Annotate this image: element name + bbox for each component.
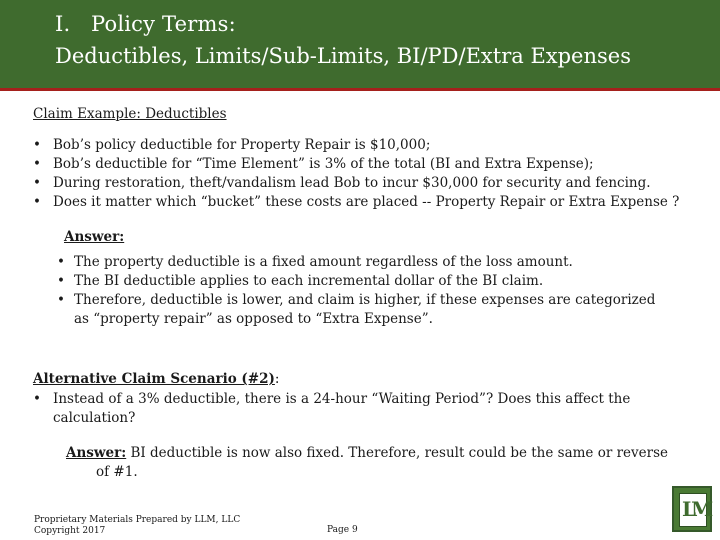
answer-2-text-cont: of #1. (96, 464, 138, 480)
logo-letters: LM (682, 497, 709, 521)
alternative-heading: Alternative Claim Scenario (#2) (33, 371, 275, 387)
footer-line-2: Copyright 2017 (34, 526, 106, 536)
alternative-bullet (33, 390, 630, 428)
list-item: • The BI deductible applies to each incremental dollar of the BI claim. (57, 273, 544, 289)
list-item-continuation: as “property repair” as opposed to “Extra Expense”. (74, 311, 433, 327)
page-number: Page 9 (327, 525, 358, 535)
answer-1-bullets (57, 253, 655, 329)
answer-1-heading: Answer: (64, 229, 125, 245)
answer-2-text: BI deductible is now also fixed. Therefore, result could be the same or reverse (126, 445, 668, 461)
list-item: • Bob’s policy deductible for Property Repair is $10,000; (33, 137, 431, 153)
list-item: • The property deductible is a fixed amount regardless of the loss amount. (57, 254, 573, 270)
company-logo (672, 486, 712, 532)
claim-example-bullets (33, 136, 679, 212)
footer-line-1: Proprietary Materials Prepared by LLM, LLC (34, 515, 241, 525)
list-item: • Therefore, deductible is lower, and claim is higher, if these expenses are categorized (57, 292, 656, 308)
footer-copyright (34, 515, 240, 537)
list-item-continuation: calculation? (53, 410, 136, 426)
alternative-heading-line (33, 371, 279, 387)
list-item: • Does it matter which “bucket” these costs are placed -- Property Repair or Extra Expense ? (33, 194, 680, 210)
slide-subtitle: Deductibles, Limits/Sub-Limits, BI/PD/Extra Expenses (55, 44, 631, 68)
answer-2 (66, 444, 668, 482)
title-banner (0, 0, 720, 91)
list-item: • During restoration, theft/vandalism lead Bob to incur $30,000 for security and fencing. (33, 175, 651, 191)
section-number: I. (55, 12, 71, 36)
claim-example-heading: Claim Example: Deductibles (33, 106, 227, 122)
list-item: • Bob’s deductible for “Time Element” is 3% of the total (BI and Extra Expense); (33, 156, 594, 172)
alternative-colon: : (274, 371, 280, 387)
answer-2-heading: Answer: (66, 445, 127, 461)
list-item: • Instead of a 3% deductible, there is a 24-hour “Waiting Period”? Does this affect the (33, 391, 631, 407)
section-title: Policy Terms: (91, 12, 236, 36)
slide-title (55, 12, 236, 36)
